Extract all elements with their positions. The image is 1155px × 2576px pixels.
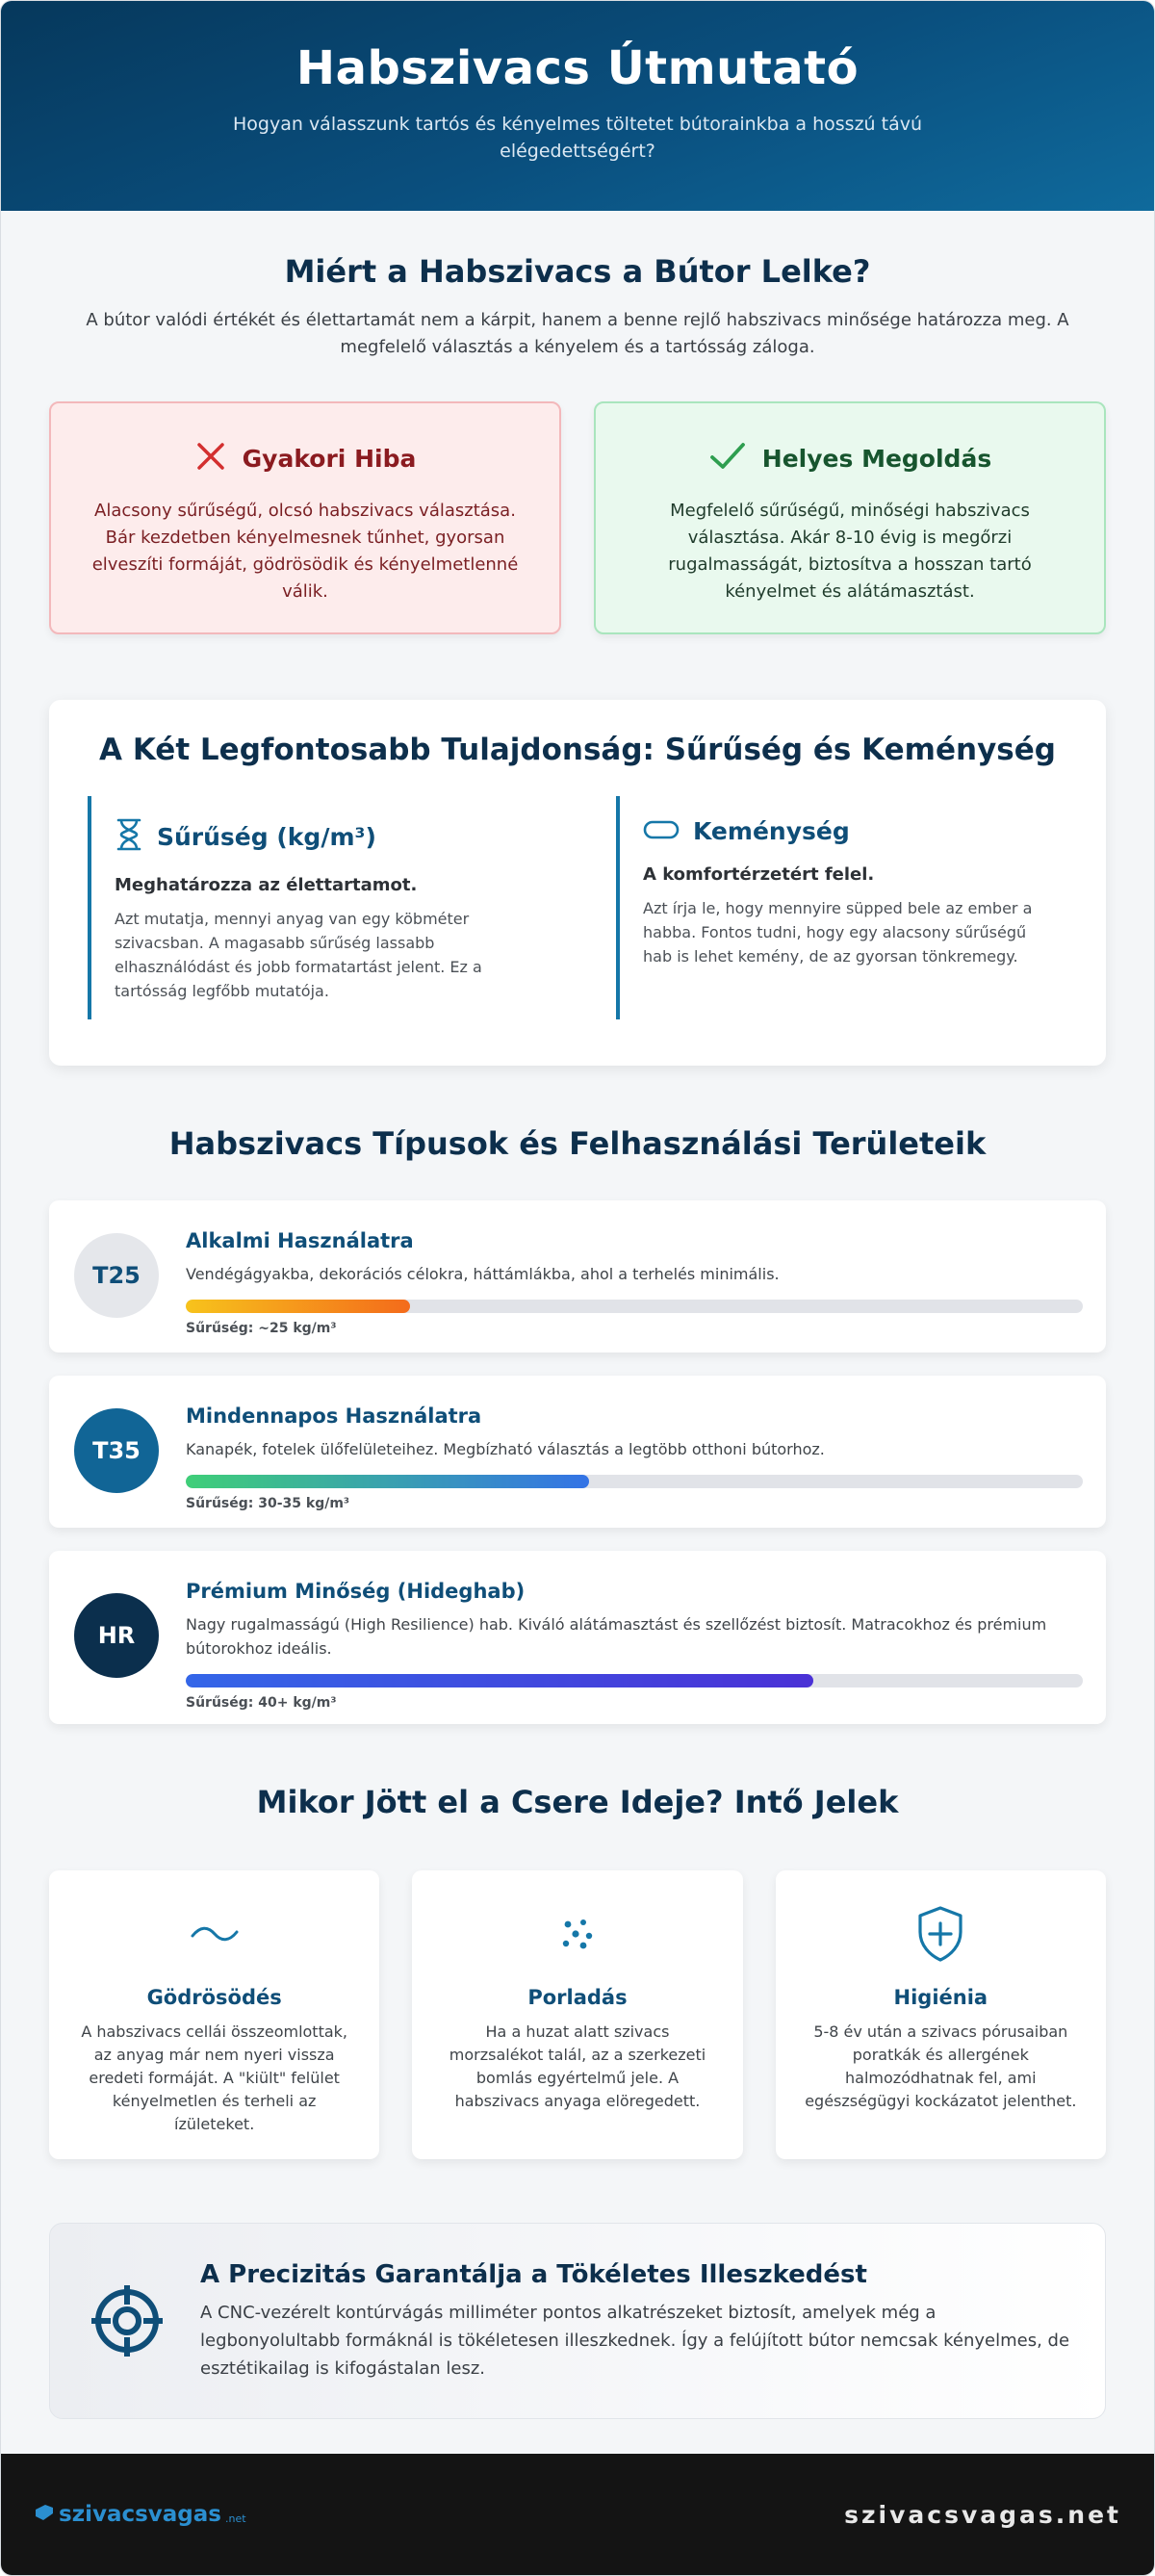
x-icon (194, 440, 227, 477)
logo-mark-icon (34, 2502, 55, 2527)
type-badge: T25 (74, 1233, 159, 1318)
density-label: Sűrűség: ~25 kg/m³ (186, 1321, 337, 1336)
solution-text: Megfelelő sűrűségű, minőségi habszivacs választása. Akár 8-10 évig is megőrzi rugalmasságát, biztosítva a hosszan tartó kényelmet és alátámasztást. (668, 501, 1032, 602)
check-icon (708, 440, 747, 477)
solution-card (594, 401, 1106, 634)
property-title: Sűrűség (kg/m³) (157, 822, 376, 851)
property-text: Azt írja le, hogy mennyire süpped bele az ember a habba. Fontos tudni, hogy egy alacsony sűrűségű hab is lehet kemény, de az gyorsan tönkremegy. (643, 899, 1033, 966)
density-bar-fill (186, 1475, 589, 1488)
properties-title: A Két Legfontosabb Tulajdonság: Sűrűség és Keménység (99, 733, 1056, 767)
type-text: Nagy rugalmasságú (High Resilience) hab. Kiváló alátámasztást és szellőzést biztosít. Matracokhoz és prémium bútorokhoz ideális. (186, 1615, 1047, 1658)
type-text: Kanapék, fotelek ülőfelületeihez. Megbízható választás a legtöbb otthoni bútorhoz. (186, 1440, 825, 1458)
density-label: Sűrűség: 40+ kg/m³ (186, 1695, 337, 1711)
property-hardness (616, 796, 1067, 1019)
density-bar-fill (186, 1300, 410, 1313)
type-badge: HR (74, 1593, 159, 1678)
cushion-icon (643, 818, 680, 845)
sign-card-sagging (49, 1870, 379, 2159)
solution-title: Helyes Megoldás (761, 444, 992, 473)
property-subtitle: Meghatározza az élettartamot. (115, 875, 418, 895)
sign-text: 5-8 év után a szivacs pórusaiban poratkák és allergének halmozódhatnak fel, ami egészségügyi kockázatot jelenthet. (805, 2022, 1077, 2110)
logo-tld: .net (225, 2512, 246, 2525)
target-icon (89, 2283, 166, 2358)
type-title: Prémium Minőség (Hideghab) (186, 1580, 526, 1603)
property-subtitle: A komfortérzetért felel. (643, 864, 875, 885)
intro-text: A bútor valódi értékét és élettartamát nem a kárpit, hanem a benne rejlő habszivacs minősége határozza meg. A megfelelő választás a kényelem és a tartósság záloga. (86, 310, 1069, 357)
density-bar (186, 1475, 1083, 1488)
type-title: Alkalmi Használatra (186, 1229, 414, 1252)
page-subtitle: Hogyan válasszunk tartós és kényelmes töltetet bútorainkba a hosszú távú elégedettségért? (233, 114, 922, 162)
page-header (1, 1, 1154, 211)
type-card-t35 (49, 1376, 1106, 1528)
sign-title: Higiénia (893, 1986, 988, 2009)
property-density (88, 796, 539, 1019)
wave-icon (49, 1903, 379, 1965)
sign-card-hygiene (776, 1870, 1106, 2159)
signs-row (1, 1870, 1154, 2159)
density-bar (186, 1674, 1083, 1687)
comparison-row (1, 401, 1154, 634)
precision-text: A CNC-vezérelt kontúrvágás milliméter pontos alkatrészeket biztosít, amelyek még a legbonyolultabb formáknál is tökéletesen illeszkednek. Így a felújított bútor nemcsak kényelmes, de esztétikailag is kifogástalan lesz. (200, 2302, 1070, 2379)
mistake-card (49, 401, 561, 634)
intro-title: Miért a Habszivacs a Bútor Lelke? (284, 253, 871, 290)
intro-section (1, 211, 1154, 361)
types-title: Habszivacs Típusok és Felhasználási Területeik (168, 1125, 987, 1162)
density-bar-fill (186, 1674, 813, 1687)
mistake-title: Gyakori Hiba (242, 444, 417, 473)
brand-logo[interactable] (34, 2502, 246, 2527)
page-title: Habszivacs Útmutató (295, 41, 860, 95)
sign-text: Ha a huzat alatt szivacs morzsalékot talál, az a szerkezeti bomlás egyértelmű jele. A habszivacs anyaga elöregedett. (449, 2022, 706, 2110)
sign-text: A habszivacs cellái összeomlottak, az anyag már nem nyeri vissza eredeti formáját. A "kiült" felület kényelmetlen és terheli az ízületeket. (81, 2022, 347, 2133)
property-text: Azt mutatja, mennyi anyag van egy köbméter szivacsban. A magasabb sűrűség lassabb elhasználódást és jobb formatartást jelent. Ez a tartósság legfőbb mutatója. (115, 910, 482, 1000)
sign-title: Gödrösödés (146, 1986, 282, 2009)
sign-card-crumbling (412, 1870, 742, 2159)
mistake-text: Alacsony sűrűségű, olcsó habszivacs választása. Bár kezdetben kényelmesnek tűnhet, gyorsan elveszíti formáját, gödrösödik és kényelmetlenné válik. (91, 501, 519, 602)
type-text: Vendégágyakba, dekorációs célokra, háttámlákba, ahol a terhelés minimális. (186, 1265, 780, 1283)
crumbs-icon (412, 1903, 742, 1965)
sign-title: Porladás (527, 1986, 628, 2009)
logo-text: szivacsvagas (59, 2502, 221, 2527)
hourglass-icon (115, 817, 143, 856)
property-title: Keménység (693, 817, 850, 845)
signs-title: Mikor Jött el a Csere Ideje? Intő Jelek (256, 1784, 899, 1820)
properties-card (49, 700, 1106, 1066)
precision-title: A Precizitás Garantálja a Tökéletes Illeszkedést (200, 2259, 867, 2289)
type-card-t25 (49, 1200, 1106, 1352)
density-label: Sűrűség: 30-35 kg/m³ (186, 1496, 350, 1511)
shield-plus-icon (776, 1903, 1106, 1965)
type-card-hr (49, 1551, 1106, 1724)
type-title: Mindennapos Használatra (186, 1404, 482, 1428)
footer-site-link[interactable]: szivacsvagas.net (844, 2500, 1121, 2529)
type-badge: T35 (74, 1408, 159, 1493)
precision-card (49, 2223, 1106, 2419)
density-bar (186, 1300, 1083, 1313)
page-footer (1, 2454, 1154, 2575)
